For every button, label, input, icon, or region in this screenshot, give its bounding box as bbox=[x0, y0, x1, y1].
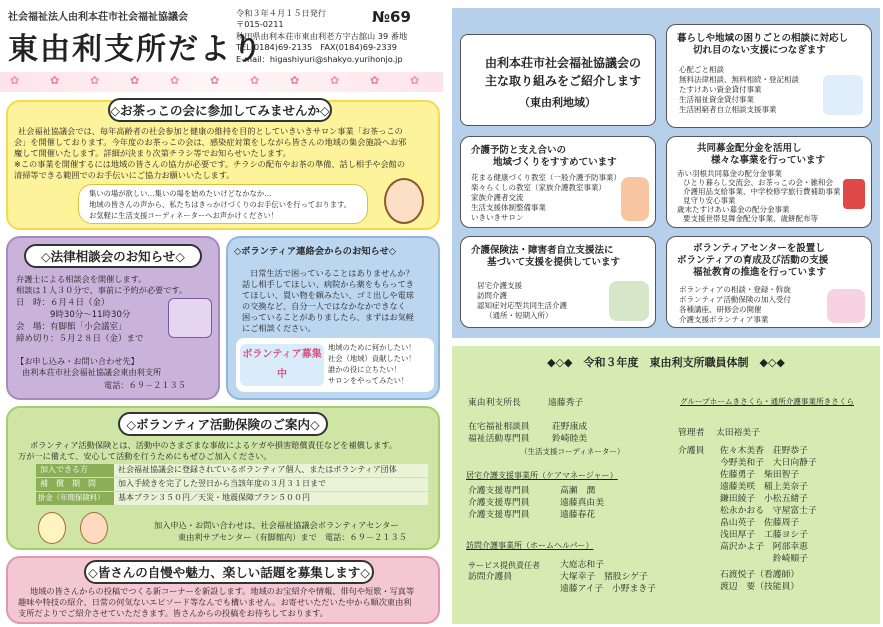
panel-title: 様々な事業を行っています bbox=[711, 155, 826, 166]
wanted-title: ◇皆さんの自慢や魅力、楽しい話題を募集します◇ bbox=[84, 560, 374, 584]
donation-box-icon bbox=[843, 179, 865, 209]
staff-note: （生活支援コーディネーター） bbox=[520, 447, 625, 456]
insurance-contact: 加入申込・お問い合わせは、社会福祉協議会ボランティアセンター bbox=[154, 520, 399, 530]
ochakko-title: ◇お茶っこの会に参加してみませんか◇ bbox=[108, 98, 332, 122]
legal-section bbox=[6, 236, 220, 400]
newsletter-title: 東由利支所だより bbox=[8, 32, 264, 67]
panel-item: 心配ごと相談 bbox=[679, 65, 724, 74]
issue-number: №69 bbox=[372, 8, 411, 26]
staff-name: 遠藤美咲 稲上美奈子 bbox=[720, 482, 808, 492]
poster-line: 地域のために何かしたい！ bbox=[328, 343, 416, 352]
initiative-panel bbox=[460, 236, 656, 328]
panel-item: 赤い羽根共同募金の配分金事業 bbox=[677, 169, 782, 178]
insurance-title: ◇ボランティア活動保険のご案内◇ bbox=[118, 412, 328, 436]
staff-name: 荘野康成 bbox=[552, 422, 588, 432]
right-page bbox=[448, 0, 883, 627]
staff-section bbox=[452, 346, 880, 624]
insurance-section bbox=[6, 406, 440, 550]
volunteer-illustration-icon bbox=[827, 289, 865, 323]
staff-role: 管理者 bbox=[678, 428, 705, 438]
staff-name: 石渡悦子（看護師） bbox=[720, 570, 800, 580]
staff-role: サービス提供責任者 bbox=[468, 561, 540, 570]
postal-code: 〒015-0211 bbox=[236, 19, 284, 30]
email: E-mail：higashiyuri@shakyo.yurihonjo.jp bbox=[236, 53, 403, 64]
ochakko-line: 清掃等できる範囲でのお手伝いにご協力お願いいたします。 bbox=[14, 170, 235, 180]
staff-name: 渡辺 要（技能員） bbox=[720, 582, 800, 592]
poster-line: 誰かの役に立ちたい！ bbox=[328, 365, 401, 374]
staff-role: 福祉活動専門員 bbox=[468, 434, 530, 444]
table-header-cell: 掛金（年間保険料） bbox=[36, 492, 114, 505]
panel-title: ボランティアセンターを設置し bbox=[693, 243, 825, 254]
panel-item: ボランティアの相談・登録・斡旋 bbox=[679, 285, 791, 294]
panel-title: 切れ目のない支援につなぎます bbox=[693, 45, 826, 56]
panel-item: 生活福祉資金貸付事業 bbox=[679, 95, 754, 104]
poster-line: 社会（地域）貢献したい！ bbox=[328, 354, 416, 363]
staff-name: 遠藤アイ子 小野まき子 bbox=[560, 584, 656, 594]
panel-item: （通所・短期入所） bbox=[485, 311, 553, 320]
volunteer-line: 日常生活で困っていることはありませんか？ bbox=[250, 268, 414, 278]
panel-title: ボランティアの育成及び活動の支援 bbox=[677, 255, 829, 266]
staff-name: 高沢かよ子 阿部幸恵 bbox=[720, 542, 808, 552]
staff-name: 遠藤真由美 bbox=[560, 498, 604, 508]
staff-role: 在宅福祉相談員 bbox=[468, 422, 530, 432]
panel-item: 介護用品支給事業、中学校修学旅行費補助事業 bbox=[683, 187, 841, 196]
volunteer-line: 困っていることがありましたら、まずはお気軽 bbox=[242, 312, 414, 322]
consultation-illustration-icon bbox=[823, 75, 863, 115]
intro-panel bbox=[460, 34, 656, 126]
ochakko-line: 魔して開催いたします。詳細が決まり次第チラシ等でお知らせいたします。 bbox=[14, 148, 291, 158]
panel-item: 歳末たすけあい募金の配分金事業 bbox=[677, 205, 790, 214]
bubble-line: 地域の皆さんの声から、私たちはきっかけづくりのお手伝いを行っております。 bbox=[89, 200, 352, 209]
coordinator-illustration-icon bbox=[384, 178, 424, 224]
panel-item: 認知症対応型共同生活介護 bbox=[477, 301, 567, 310]
legal-line: 相談は１人３０分で、事前に予約が必要です。 bbox=[16, 285, 188, 295]
panel-item: 生活困窮者自立相談支援事業 bbox=[679, 105, 777, 114]
intro-title: 由利本荘市社会福祉協議会の bbox=[485, 56, 642, 70]
wanted-section bbox=[6, 556, 440, 624]
panel-item: ひとり暮らし交流会、お茶っこの会・雑和会 bbox=[683, 178, 833, 187]
volunteer-people-icon bbox=[38, 512, 66, 544]
panel-title: 介護保険法・障害者自立支援法に bbox=[471, 245, 614, 256]
panel-item: 家族介護者交流 bbox=[471, 193, 524, 202]
poster-label: ボランティア募集中 bbox=[240, 344, 324, 386]
staff-name: 松永かおる 守屋富士子 bbox=[720, 506, 817, 516]
initiative-panel bbox=[666, 236, 872, 328]
staff-name: 佐藤勇子 柴田智子 bbox=[720, 470, 800, 480]
staff-role: 東由利支所長 bbox=[468, 398, 521, 408]
ochakko-section bbox=[6, 100, 440, 230]
initiative-panel bbox=[460, 136, 656, 228]
volunteer-line: 話し相手してほしい、病院から薬をもらってき bbox=[242, 279, 414, 289]
table-header-cell: 補 償 期 間 bbox=[36, 478, 114, 491]
staff-name: 佐々木美香 荘野恭子 bbox=[720, 446, 808, 456]
legal-contact: 電話：６９－２１３５ bbox=[104, 380, 186, 390]
panel-item: いきいきサロン bbox=[471, 213, 524, 222]
tel-fax: TEL(0184)69-2135 FAX(0184)69-2339 bbox=[236, 42, 397, 53]
staff-role: 介護員 bbox=[678, 446, 705, 456]
volunteer-poster bbox=[236, 338, 434, 392]
wanted-line: 趣味や特技の紹介、日常の何気ないエピソード等なんでも構いません。お寄せいただいた中から順次東由利 bbox=[18, 597, 412, 607]
volunteer-section bbox=[226, 236, 440, 400]
org-name: 社会福祉法人由利本荘市社会福祉協議会 bbox=[8, 12, 188, 23]
panel-title: 暮らしや地域の困りごとの相談に対応し bbox=[677, 33, 849, 44]
panel-title: 地域づくりをすすめています bbox=[493, 157, 617, 168]
legal-line: 締め切り：５月２８日（金）まで bbox=[16, 334, 144, 344]
flower-border: ✿ ✿ ✿ ✿ ✿ ✿ ✿ ✿ ✿ ✿ ✿ bbox=[0, 72, 443, 92]
legal-contact: 由利本荘市社会福祉協議会東由利支所 bbox=[22, 367, 162, 377]
panel-item: たすけあい資金貸付事業 bbox=[679, 85, 762, 94]
staff-name: 浅田厚子 工藤ヨシ子 bbox=[720, 530, 808, 540]
ochakko-line: 会」を開催しております。今年度のお茶っこの会は、感染症対策をしながら皆さんの地域の集会施設へお邪 bbox=[14, 137, 407, 147]
volunteer-line: の交換など、自分一人ではなかなかできなく bbox=[242, 301, 406, 311]
panel-item: 居宅介護支援 bbox=[477, 281, 522, 290]
staff-role: 介護支援専門員 bbox=[468, 510, 530, 520]
table-cell: 社会福祉協議会に登録されているボランティア個人、またはボランティア団体 bbox=[114, 464, 428, 477]
staff-role: 介護支援専門員 bbox=[468, 486, 530, 496]
initiative-panel bbox=[666, 24, 872, 128]
staff-role: 介護支援専門員 bbox=[468, 498, 530, 508]
staff-name: 高瀬 潤 bbox=[560, 486, 596, 496]
panel-title: 基づいて支援を提供しています bbox=[487, 257, 621, 268]
staff-title-text: 令和３年度 東由利支所職員体制 bbox=[583, 356, 749, 369]
houmon-heading: 訪問介護事業所（ホームヘルパー） bbox=[466, 541, 594, 550]
bubble-line: お気軽に生活支援コーディネーターへお声かけください！ bbox=[89, 211, 279, 220]
insurance-line: 万が一に備えて、安心して活動を行うためにもぜひご加入ください。 bbox=[18, 451, 272, 461]
panel-item: 訪問介護 bbox=[477, 291, 507, 300]
issue-date: 令和３年４月１５日発行 bbox=[236, 8, 327, 18]
staff-name: 畠山英子 佐藤周子 bbox=[720, 518, 800, 528]
table-cell: 加入手続きを完了した翌日から当該年度の３月３１日まで bbox=[114, 478, 428, 491]
intro-subtitle: （東由利地域） bbox=[519, 96, 596, 109]
volunteer-title: ◇ボランティア連絡会からのお知らせ◇ bbox=[234, 246, 397, 257]
staff-role: 訪問介護員 bbox=[468, 572, 512, 582]
panel-title: 共同募金配分金を活用し bbox=[697, 143, 802, 154]
panel-item: 無料法律相談、無料相続・登記相談 bbox=[679, 75, 799, 84]
staff-title: ◆◇◆ 令和３年度 東由利支所職員体制 ◆◇◆ bbox=[547, 356, 785, 369]
legal-line: 弁護士による相談会を開催します。 bbox=[16, 274, 147, 284]
group-home-heading: グループホームきさくら・通所介護事業所きさくら bbox=[680, 397, 855, 406]
exercise-illustration-icon bbox=[621, 177, 649, 221]
volunteer-line: てほしい、買い物を頼みたい、ゴミ出しや電球 bbox=[242, 290, 414, 300]
volunteer-line: にご相談ください。 bbox=[242, 323, 316, 333]
table-row bbox=[36, 492, 428, 505]
panel-item: 要支援世帯見舞金配分事業、歳餅配布等 bbox=[683, 214, 818, 223]
kyotaku-heading: 居宅介護支援事業所（ケアマネージャー） bbox=[466, 471, 618, 480]
legal-line: 会 場：有脚館「小会議室」 bbox=[16, 322, 127, 332]
address: 秋田県由利本荘市東由利老方字古舘山 39 番地 bbox=[236, 30, 408, 41]
insurance-table bbox=[36, 464, 428, 505]
panel-item: 楽々らくしの教室（家族介護教室事業） bbox=[471, 183, 606, 192]
legal-contact: 【お申し込み・お問い合わせ先】 bbox=[16, 356, 139, 366]
wanted-line: 支所だよりでご紹介させていただきます。皆さんからの投稿をお待ちしております。 bbox=[18, 608, 328, 618]
panel-item: 介護支援ボランティア事業 bbox=[679, 315, 769, 324]
staff-name: 大塚幸子 猪股シゲ子 bbox=[560, 572, 648, 582]
bubble-line: 集いの場が欲しい…集いの場を始めたいけどなかなか… bbox=[89, 189, 272, 198]
initiatives-section bbox=[452, 8, 880, 338]
staff-name: 大庭志和子 bbox=[560, 560, 604, 570]
panel-title: 福祉教育の推進を行っています bbox=[693, 267, 827, 278]
table-row bbox=[36, 464, 428, 477]
legal-line: 日 時：６月４日（金） bbox=[16, 298, 110, 308]
table-header-cell: 加入できる方 bbox=[36, 464, 114, 477]
staff-name: 太田裕美子 bbox=[716, 428, 760, 438]
panel-item: 生活支援体制整備事業 bbox=[471, 203, 546, 212]
legal-line: 9時30分～11時30分 bbox=[16, 310, 131, 320]
panel-title: 介護予防と支え合いの bbox=[471, 145, 567, 156]
staff-name: 遠藤春花 bbox=[560, 510, 596, 520]
ochakko-line: ※この事業を開催するには地域の皆さんの協力が必要です。チラシの配布やお茶の準備、話し相手や会館の bbox=[14, 159, 406, 169]
table-cell: 基本プラン３５０円／天災・地震保障プラン５００円 bbox=[114, 492, 428, 505]
insurance-line: ボランティア活動保険とは、活動中のさまざまな事故によるケガや損害賠償責任などを補償します。 bbox=[30, 440, 397, 450]
panel-item: 各種講座、研修会の開催 bbox=[679, 305, 762, 314]
wanted-line: 地域の皆さんからの投稿でつくる新コーナーを新設します。地域のお宝紹介や情報、俳句や短歌・写真等 bbox=[30, 586, 415, 596]
panel-item: ボランティア活動保険の加入受付 bbox=[679, 295, 791, 304]
insurance-contact: 東由利サブセンター（有脚館内）まで 電話：６９－２１３５ bbox=[178, 532, 407, 542]
volunteer-people-icon bbox=[80, 512, 108, 544]
consultation-illustration-icon bbox=[168, 298, 212, 338]
initiative-panel bbox=[666, 136, 872, 228]
staff-name: 今野美和子 大日向静子 bbox=[720, 458, 817, 468]
speech-bubble bbox=[78, 184, 368, 224]
wheelchair-illustration-icon bbox=[609, 281, 649, 321]
staff-name: 遠藤秀子 bbox=[548, 398, 584, 408]
table-row bbox=[36, 478, 428, 491]
panel-item: 花まる健康づくり教室（一般介護予防事業） bbox=[471, 173, 621, 182]
ochakko-line: 社会福祉協議会では、毎年高齢者の社会参加と健康の維持を目的としていきいきサロン事業「お茶っこの bbox=[18, 126, 403, 136]
staff-name: 鈴崎睦美 bbox=[552, 434, 588, 444]
panel-item: 見守り安心事業 bbox=[683, 196, 736, 205]
poster-line: サロンをやってみたい！ bbox=[328, 376, 409, 385]
intro-title: 主な取り組みをご紹介します bbox=[485, 74, 642, 88]
legal-title: ◇法律相談会のお知らせ◇ bbox=[24, 244, 202, 268]
staff-name: 鎌田綾子 小松五緒子 bbox=[720, 494, 808, 504]
staff-name: 鈴崎順子 bbox=[720, 554, 808, 564]
